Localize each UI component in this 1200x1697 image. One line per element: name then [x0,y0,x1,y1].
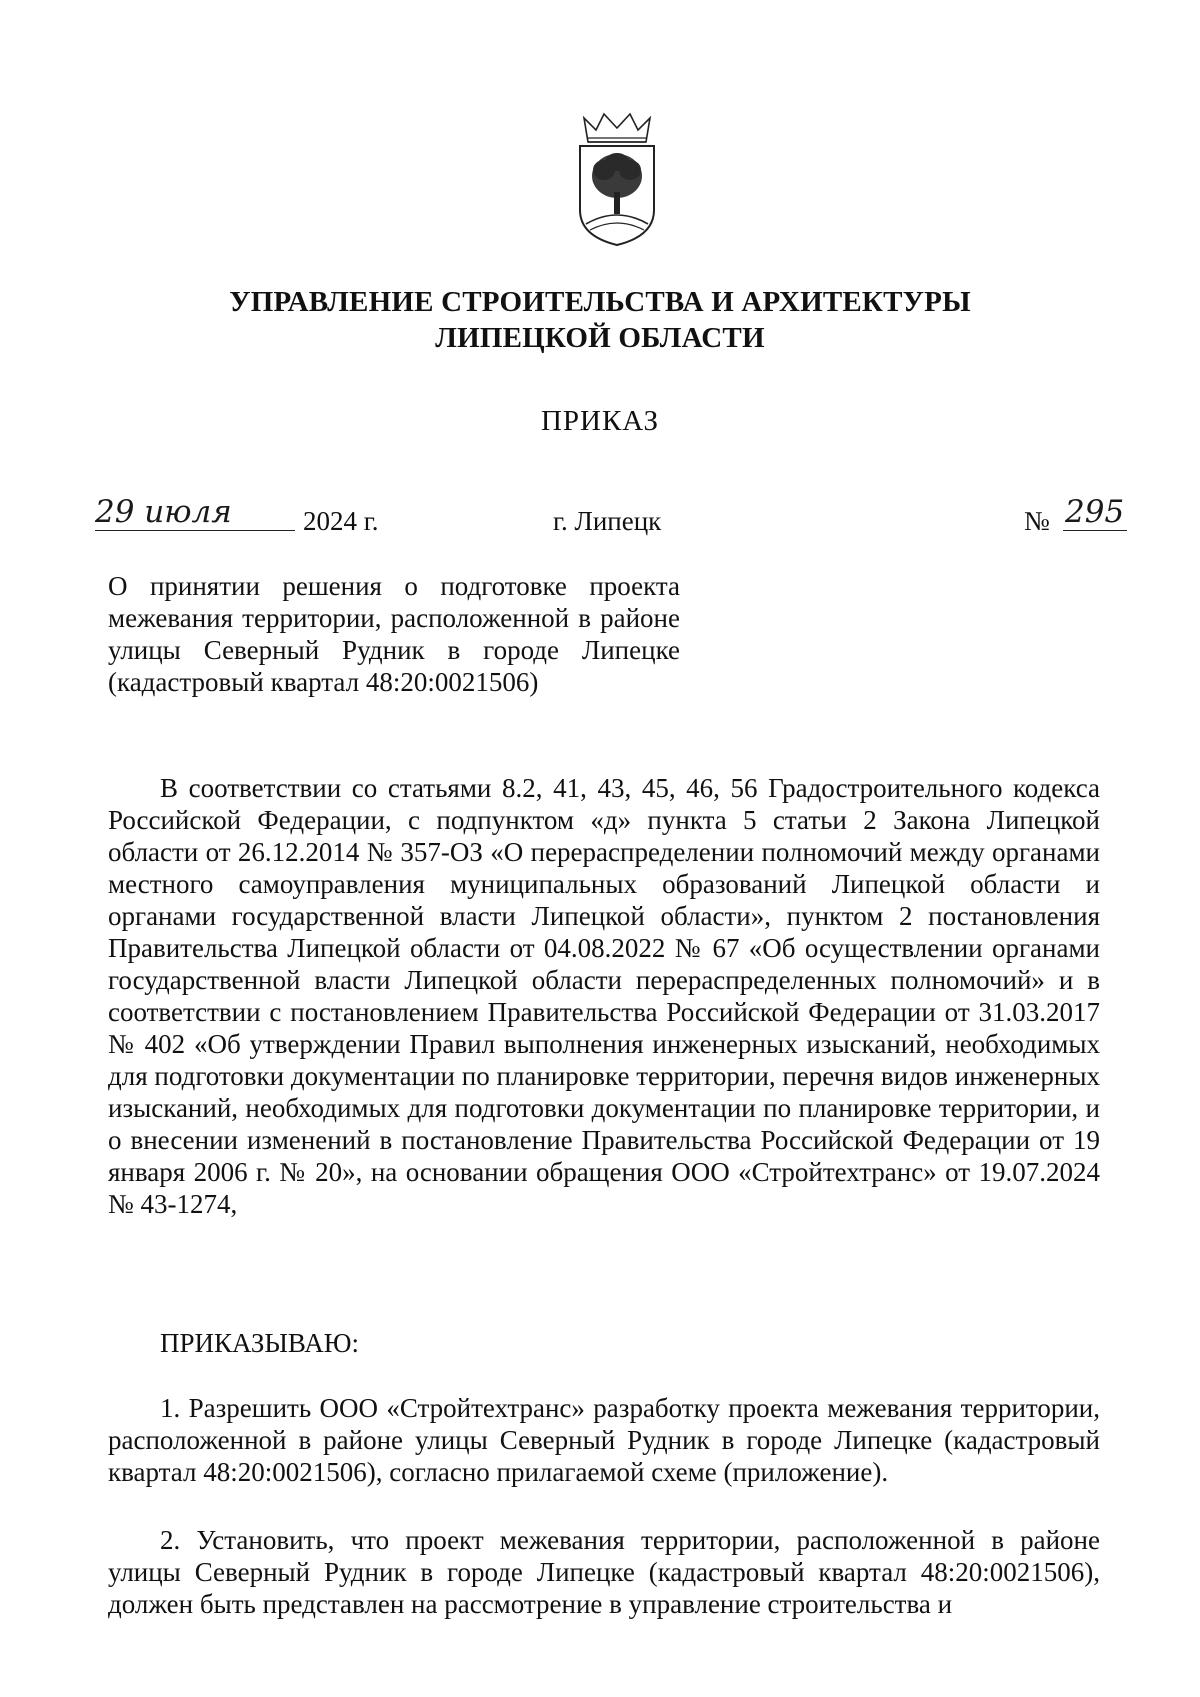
order-item-2: 2. Установить, что проект межевания территории, расположенной в районе улицы Северный Рудник в городе Липецке (кадастровый квартал 48:20:0021506), должен быть представлен на рассмотрение в управление строительства и [108,1525,1100,1619]
preamble-paragraph: В соответствии со статьями 8.2, 41, 43, 45, 46, 56 Градостроительного кодекса Российской Федерации, с подпунктом «д» пункта 5 статьи 2 Закона Липецкой области от 26.12.2014 № 357-ОЗ «О перераспределении полномочий между органами местного самоуправления муниципальных образований Липецкой области и органами государственной власти Липецкой области», пунктом 2 постановления Правительства Липецкой области от 04.08.2022 № 67 «Об осуществлении органами государственной власти Липецкой области перераспределенных полномочий» и в соответствии с постановлением Правительства Российской Федерации от 31.03.2017 № 402 «Об утверждении Правил выполнения инженерных изысканий, необходимых для подготовки документации по планировке территории, перечня видов инженерных изысканий, необходимых для подготовки документации по планировке территории, и о внесении изменений в постановление Правительства Российской Федерации от 19 января 2006 г. № 20», на основании обращения ООО «Стройтехтранс» от 19.07.2024 № 43-1274, [108,773,1100,1219]
document-year: 2024 г. [303,506,379,536]
handwritten-date: 29 июля [95,494,232,530]
order-item-1: 1. Разрешить ООО «Стройтехтранс» разработку проекта межевания территории, расположенной в районе улицы Северный Рудник в городе Липецке (кадастровый квартал 48:20:0021506), согласно прилагаемой схеме (приложение). [108,1393,1100,1487]
handwritten-number: 295 [1065,494,1125,530]
number-field [1063,496,1127,531]
number-sign: № [1024,506,1050,536]
document-type-title: ПРИКАЗ [540,405,660,437]
document-city: г. Липецк [553,506,662,536]
organization-name-line2: ЛИПЕЦКОЙ ОБЛАСТИ [435,322,765,354]
order-keyword: ПРИКАЗЫВАЮ: [160,1328,359,1358]
document-subject: О принятии решения о подготовке проекта межевания территории, расположенной в районе улицы Северный Рудник в городе Липецке (кадастровый квартал 48:20:0021506) [108,571,680,697]
organization-name-line1: УПРАВЛЕНИЕ СТРОИТЕЛЬСТВА И АРХИТЕКТУРЫ [229,286,971,318]
coat-of-arms-emblem [570,112,664,247]
date-field [95,496,295,531]
